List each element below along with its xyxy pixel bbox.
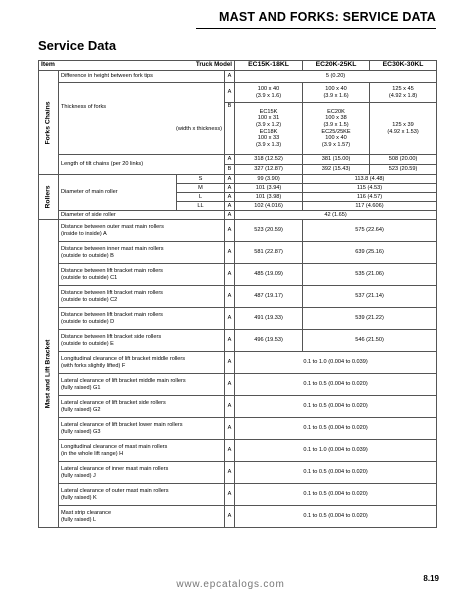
value-cell: 100 x 40 (3.9 x 1.6) (235, 83, 303, 103)
group-rollers (39, 175, 59, 220)
table-row (39, 440, 437, 462)
service-data-table (38, 60, 437, 528)
section-title: Service Data (38, 38, 117, 53)
code-cell: A (225, 83, 235, 103)
code-cell: B (225, 103, 235, 155)
value-cell: 537 (21.14) (303, 286, 437, 308)
code-cell: A (225, 242, 235, 264)
value-cell: 5 (0.20) (235, 71, 437, 83)
size-cell: L (177, 193, 225, 202)
value-cell: 125 x 39 (4.92 x 1.53) (370, 103, 437, 155)
row-label: Longitudinal clearance of mast main rollers (in the whole lift range) H (59, 440, 225, 462)
value-cell: 100 x 40 (3.9 x 1.6) (303, 83, 370, 103)
row-label: Distance between lift bracket main rollers (outside to outside) D (59, 308, 225, 330)
size-cell: LL (177, 202, 225, 211)
row-label: Diameter of side roller (59, 211, 225, 220)
row-label: Distance between inner mast main rollers (outside to outside) B (59, 242, 225, 264)
value-cell: 318 (12.52) (235, 155, 303, 165)
row-label: Lateral clearance of lift bracket middle main rollers (fully raised) G1 (59, 374, 225, 396)
value-cell: 381 (15.00) (303, 155, 370, 165)
code-cell: A (225, 202, 235, 211)
table-header-row (39, 61, 437, 71)
value-cell: 0.1 to 1.0 (0.004 to 0.039) (235, 440, 437, 462)
row-label: Difference in height between fork tips (59, 71, 225, 83)
group-label: Rollers (44, 185, 52, 209)
value-cell: 101 (3.94) (235, 184, 303, 193)
row-label: Distance between lift bracket main rollers (outside to outside) C1 (59, 264, 225, 286)
group-forks-chains (39, 71, 59, 175)
code-cell: A (225, 286, 235, 308)
code-cell: A (225, 264, 235, 286)
code-cell: A (225, 440, 235, 462)
value-cell: 523 (20.59) (370, 165, 437, 175)
table-row (39, 286, 437, 308)
code-cell: A (225, 308, 235, 330)
table-row (39, 396, 437, 418)
value-cell: 116 (4.57) (303, 193, 437, 202)
truck-model-header: Truck Model (195, 61, 233, 69)
size-cell: M (177, 184, 225, 193)
value-cell: EC20K 100 x 38 (3.9 x 1.5) EC25/25KE 100 x 40 (3.9 x 1.57) (303, 103, 370, 155)
table-row (39, 330, 437, 352)
value-cell: 117 (4.606) (303, 202, 437, 211)
size-cell: S (177, 175, 225, 184)
table-row (39, 308, 437, 330)
code-cell: A (225, 211, 235, 220)
item-header: Item (41, 61, 55, 69)
row-label: Distance between lift bracket side rollers (outside to outside) E (59, 330, 225, 352)
table-row (39, 264, 437, 286)
group-label: Mast and Lift Bracket (44, 339, 52, 408)
value-cell: 0.1 to 0.5 (0.004 to 0.020) (235, 462, 437, 484)
table-row (39, 484, 437, 506)
value-cell: 0.1 to 0.5 (0.004 to 0.020) (235, 374, 437, 396)
row-label: Mast strip clearance (fully raised) L (59, 506, 225, 528)
value-cell: 491 (19.33) (235, 308, 303, 330)
code-cell: A (225, 352, 235, 374)
row-label: Distance between lift bracket main rollers (outside to outside) C2 (59, 286, 225, 308)
row-label: Lateral clearance of lift bracket side rollers (fully raised) G2 (59, 396, 225, 418)
model-header-2: EC20K-25KL (303, 61, 370, 71)
value-cell: 101 (3.98) (235, 193, 303, 202)
table-row (39, 462, 437, 484)
value-cell: 0.1 to 0.5 (0.004 to 0.020) (235, 418, 437, 440)
table-row (39, 220, 437, 242)
row-label: Diameter of main roller (59, 175, 177, 211)
table-row (39, 418, 437, 440)
value-cell: 523 (20.59) (235, 220, 303, 242)
model-header-1: EC15K-18KL (235, 61, 303, 71)
watermark-url: www.epcatalogs.com (176, 579, 285, 590)
code-cell: A (225, 418, 235, 440)
value-cell: EC15K 100 x 31 (3.9 x 1.2) EC18K 100 x 33 (3.9 x 1.3) (235, 103, 303, 155)
code-cell: A (225, 506, 235, 528)
code-cell: A (225, 155, 235, 165)
model-header-3: EC30K-30KL (370, 61, 437, 71)
row-label-cell (59, 83, 225, 155)
value-cell: 42 (1.65) (235, 211, 437, 220)
row-label: Lateral clearance of inner mast main rollers (fully raised) J (59, 462, 225, 484)
code-cell: A (225, 220, 235, 242)
table-row (39, 352, 437, 374)
group-mast-lift-bracket (39, 220, 59, 528)
page-header (196, 6, 436, 29)
table-row (39, 175, 437, 184)
table-row (39, 242, 437, 264)
row-label: Lateral clearance of outer mast main rollers (fully raised) K (59, 484, 225, 506)
value-cell: 113.8 (4.48) (303, 175, 437, 184)
code-cell: A (225, 374, 235, 396)
header-title: MAST AND FORKS: SERVICE DATA (219, 10, 436, 24)
value-cell: 125 x 45 (4.92 x 1.8) (370, 83, 437, 103)
table-row (39, 83, 437, 103)
value-cell: 575 (22.64) (303, 220, 437, 242)
table-row (39, 374, 437, 396)
value-cell: 0.1 to 0.5 (0.004 to 0.020) (235, 484, 437, 506)
code-cell: A (225, 484, 235, 506)
row-label: Longitudinal clearance of lift bracket middle rollers (with forks slightly lifted) F (59, 352, 225, 374)
code-cell: A (225, 175, 235, 184)
row-label: Distance between outer mast main rollers (inside to inside) A (59, 220, 225, 242)
table-row (39, 211, 437, 220)
code-cell: B (225, 165, 235, 175)
table-row (39, 506, 437, 528)
item-header-cell (39, 61, 235, 71)
value-cell: 581 (22.87) (235, 242, 303, 264)
value-cell: 485 (19.09) (235, 264, 303, 286)
code-cell: A (225, 184, 235, 193)
table-row (39, 155, 437, 165)
value-cell: 0.1 to 1.0 (0.004 to 0.039) (235, 352, 437, 374)
value-cell: 102 (4.016) (235, 202, 303, 211)
value-cell: 0.1 to 0.5 (0.004 to 0.020) (235, 506, 437, 528)
value-cell: 0.1 to 0.5 (0.004 to 0.020) (235, 396, 437, 418)
code-cell: A (225, 71, 235, 83)
value-cell: 508 (20.00) (370, 155, 437, 165)
value-cell: 546 (21.50) (303, 330, 437, 352)
value-cell: 535 (21.06) (303, 264, 437, 286)
code-cell: A (225, 462, 235, 484)
value-cell: 115 (4.53) (303, 184, 437, 193)
row-label: Thickness of forks (61, 104, 107, 111)
code-cell: A (225, 330, 235, 352)
code-cell: A (225, 396, 235, 418)
row-label: Lateral clearance of lift bracket lower main rollers (fully raised) G3 (59, 418, 225, 440)
row-label: Length of tilt chains (per 20 links) (59, 155, 225, 175)
code-cell: A (225, 193, 235, 202)
group-label: Forks Chains (44, 100, 52, 145)
value-cell: 496 (19.53) (235, 330, 303, 352)
value-cell: 327 (12.87) (235, 165, 303, 175)
value-cell: 539 (21.22) (303, 308, 437, 330)
value-cell: 639 (25.16) (303, 242, 437, 264)
value-cell: 99 (3.90) (235, 175, 303, 184)
row-sublabel: (width x thickness) (175, 126, 222, 133)
page-number: 8.19 (423, 574, 439, 583)
value-cell: 487 (19.17) (235, 286, 303, 308)
value-cell: 392 (15.43) (303, 165, 370, 175)
table-row (39, 71, 437, 83)
